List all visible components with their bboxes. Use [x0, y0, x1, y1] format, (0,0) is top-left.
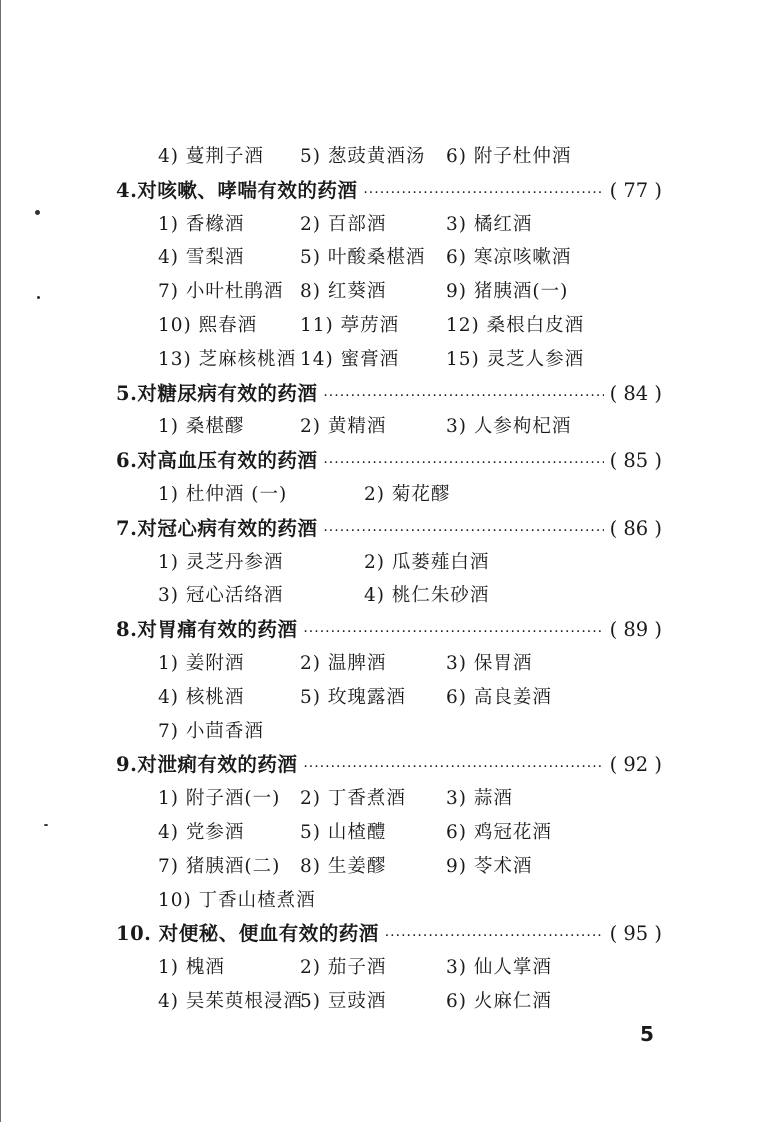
toc-entry: 2) 丁香煮酒	[300, 788, 406, 810]
toc-entry: 9) 苓术酒	[446, 855, 533, 877]
toc-entry: 10) 熙春酒	[158, 314, 258, 336]
toc-entry: 13) 芝麻核桃酒	[158, 348, 297, 370]
toc-entry: 6) 火麻仁酒	[446, 990, 552, 1012]
toc-entry: 14) 蜜膏酒	[300, 348, 400, 370]
toc-section-heading	[116, 748, 662, 782]
toc-entry-line	[116, 647, 662, 681]
toc-entry: 1) 桑椹醪	[158, 416, 245, 438]
toc-entry: 8) 红葵酒	[300, 281, 387, 303]
toc-entry-line	[116, 715, 662, 749]
toc-entry: 4) 党参酒	[158, 821, 245, 843]
toc-entry: 1) 灵芝丹参酒	[158, 551, 284, 573]
toc-entry: 5) 山楂醴	[300, 821, 387, 843]
toc-section-heading	[116, 512, 662, 546]
toc-entry-line	[116, 782, 662, 816]
scan-speck	[44, 824, 48, 826]
toc-entry: 3) 人参枸杞酒	[446, 416, 572, 438]
toc-entry-line	[116, 951, 662, 985]
toc-entry: 5) 玫瑰露酒	[300, 686, 406, 708]
dot-leader	[323, 447, 603, 481]
toc-entry-line	[116, 681, 662, 715]
dot-leader	[303, 616, 603, 650]
page-number: 5	[640, 1022, 654, 1046]
toc-entry-line	[116, 275, 662, 309]
toc-entry: 6) 鸡冠花酒	[446, 821, 552, 843]
toc-entry-line	[116, 410, 662, 444]
scan-speck	[35, 210, 40, 215]
toc-entry-line	[116, 850, 662, 884]
toc-entry: 2) 茄子酒	[300, 957, 387, 979]
section-title: 6.对高血压有效的药酒	[116, 449, 318, 473]
table-of-contents	[116, 140, 662, 1019]
toc-entry: 7) 猪胰酒(二)	[158, 855, 281, 877]
toc-entry-line	[116, 884, 662, 918]
toc-entry: 11) 葶苈酒	[300, 314, 400, 336]
toc-entry: 7) 小叶杜鹃酒	[158, 281, 284, 303]
dot-leader	[323, 515, 603, 549]
section-page-ref: ( 86 )	[609, 516, 662, 540]
section-page-ref: ( 77 )	[609, 178, 662, 202]
toc-entry: 2) 黄精酒	[300, 416, 387, 438]
section-title: 9.对泄痢有效的药酒	[116, 753, 298, 777]
section-page-ref: ( 89 )	[609, 618, 662, 642]
toc-entry: 2) 百部酒	[300, 213, 387, 235]
toc-entry-line	[116, 478, 662, 512]
toc-entry: 1) 杜仲酒 (一)	[158, 483, 288, 505]
toc-entry-line	[116, 309, 662, 343]
scan-speck	[37, 296, 40, 299]
toc-entry-line	[116, 546, 662, 580]
page-edge-line	[0, 0, 1, 1122]
toc-entry: 1) 附子酒(一)	[158, 788, 281, 810]
dot-leader	[363, 177, 603, 211]
section-title: 10. 对便秘、便血有效的药酒	[116, 922, 379, 946]
toc-entry: 3) 仙人掌酒	[446, 957, 552, 979]
section-page-ref: ( 95 )	[609, 922, 662, 946]
toc-entry-line	[116, 985, 662, 1019]
toc-entry: 1) 姜附酒	[158, 652, 245, 674]
toc-entry-line	[116, 241, 662, 275]
toc-section-heading	[116, 174, 662, 208]
dot-leader	[303, 751, 603, 785]
toc-section-heading	[116, 613, 662, 647]
toc-entry: 4) 核桃酒	[158, 686, 245, 708]
toc-entry-line	[116, 343, 662, 377]
toc-entry: 15) 灵芝人参酒	[446, 348, 585, 370]
section-title: 5.对糖尿病有效的药酒	[116, 381, 318, 405]
toc-entry: 6) 附子杜仲酒	[446, 146, 572, 167]
toc-entry: 1) 香橼酒	[158, 213, 245, 235]
section-page-ref: ( 85 )	[609, 449, 662, 473]
toc-entry: 1) 槐酒	[158, 957, 225, 979]
toc-entry: 8) 生姜醪	[300, 855, 387, 877]
section-title: 8.对胃痛有效的药酒	[116, 618, 298, 642]
section-title: 4.对咳嗽、哮喘有效的药酒	[116, 178, 358, 202]
dot-leader	[385, 920, 604, 954]
toc-entry-line	[116, 579, 662, 613]
section-page-ref: ( 92 )	[609, 753, 662, 777]
toc-entry: 3) 蒜酒	[446, 788, 513, 810]
toc-entry: 2) 瓜蒌薤白酒	[364, 551, 490, 573]
toc-entry: 6) 寒凉咳嗽酒	[446, 247, 572, 269]
toc-section-heading	[116, 917, 662, 951]
toc-entry: 4) 桃仁朱砂酒	[364, 585, 490, 607]
toc-entry: 6) 高良姜酒	[446, 686, 552, 708]
toc-entry: 10) 丁香山楂煮酒	[158, 889, 316, 911]
toc-entry: 12) 桑根白皮酒	[446, 314, 585, 336]
toc-entry: 3) 冠心活络酒	[158, 585, 284, 607]
section-title: 7.对冠心病有效的药酒	[116, 516, 318, 540]
toc-entry-line	[116, 140, 662, 174]
toc-entry: 5) 豆豉酒	[300, 990, 387, 1012]
toc-entry-line	[116, 816, 662, 850]
section-page-ref: ( 84 )	[609, 381, 662, 405]
toc-entry: 3) 保胃酒	[446, 652, 533, 674]
toc-entry: 9) 猪胰酒(一)	[446, 281, 569, 303]
toc-entry-line	[116, 208, 662, 242]
toc-entry: 2) 温脾酒	[300, 652, 387, 674]
toc-entry: 4) 雪梨酒	[158, 247, 245, 269]
toc-entry: 5) 葱豉黄酒汤	[300, 146, 426, 167]
toc-section-heading	[116, 377, 662, 411]
toc-entry: 2) 菊花醪	[364, 483, 451, 505]
toc-entry: 4) 蔓荆子酒	[158, 146, 264, 167]
toc-entry: 7) 小茴香酒	[158, 720, 264, 742]
toc-entry: 5) 叶酸桑椹酒	[300, 247, 426, 269]
toc-section-heading	[116, 444, 662, 478]
toc-entry: 3) 橘红酒	[446, 213, 533, 235]
toc-entry: 4) 吴茱萸根浸酒	[158, 990, 303, 1012]
dot-leader	[323, 380, 603, 414]
